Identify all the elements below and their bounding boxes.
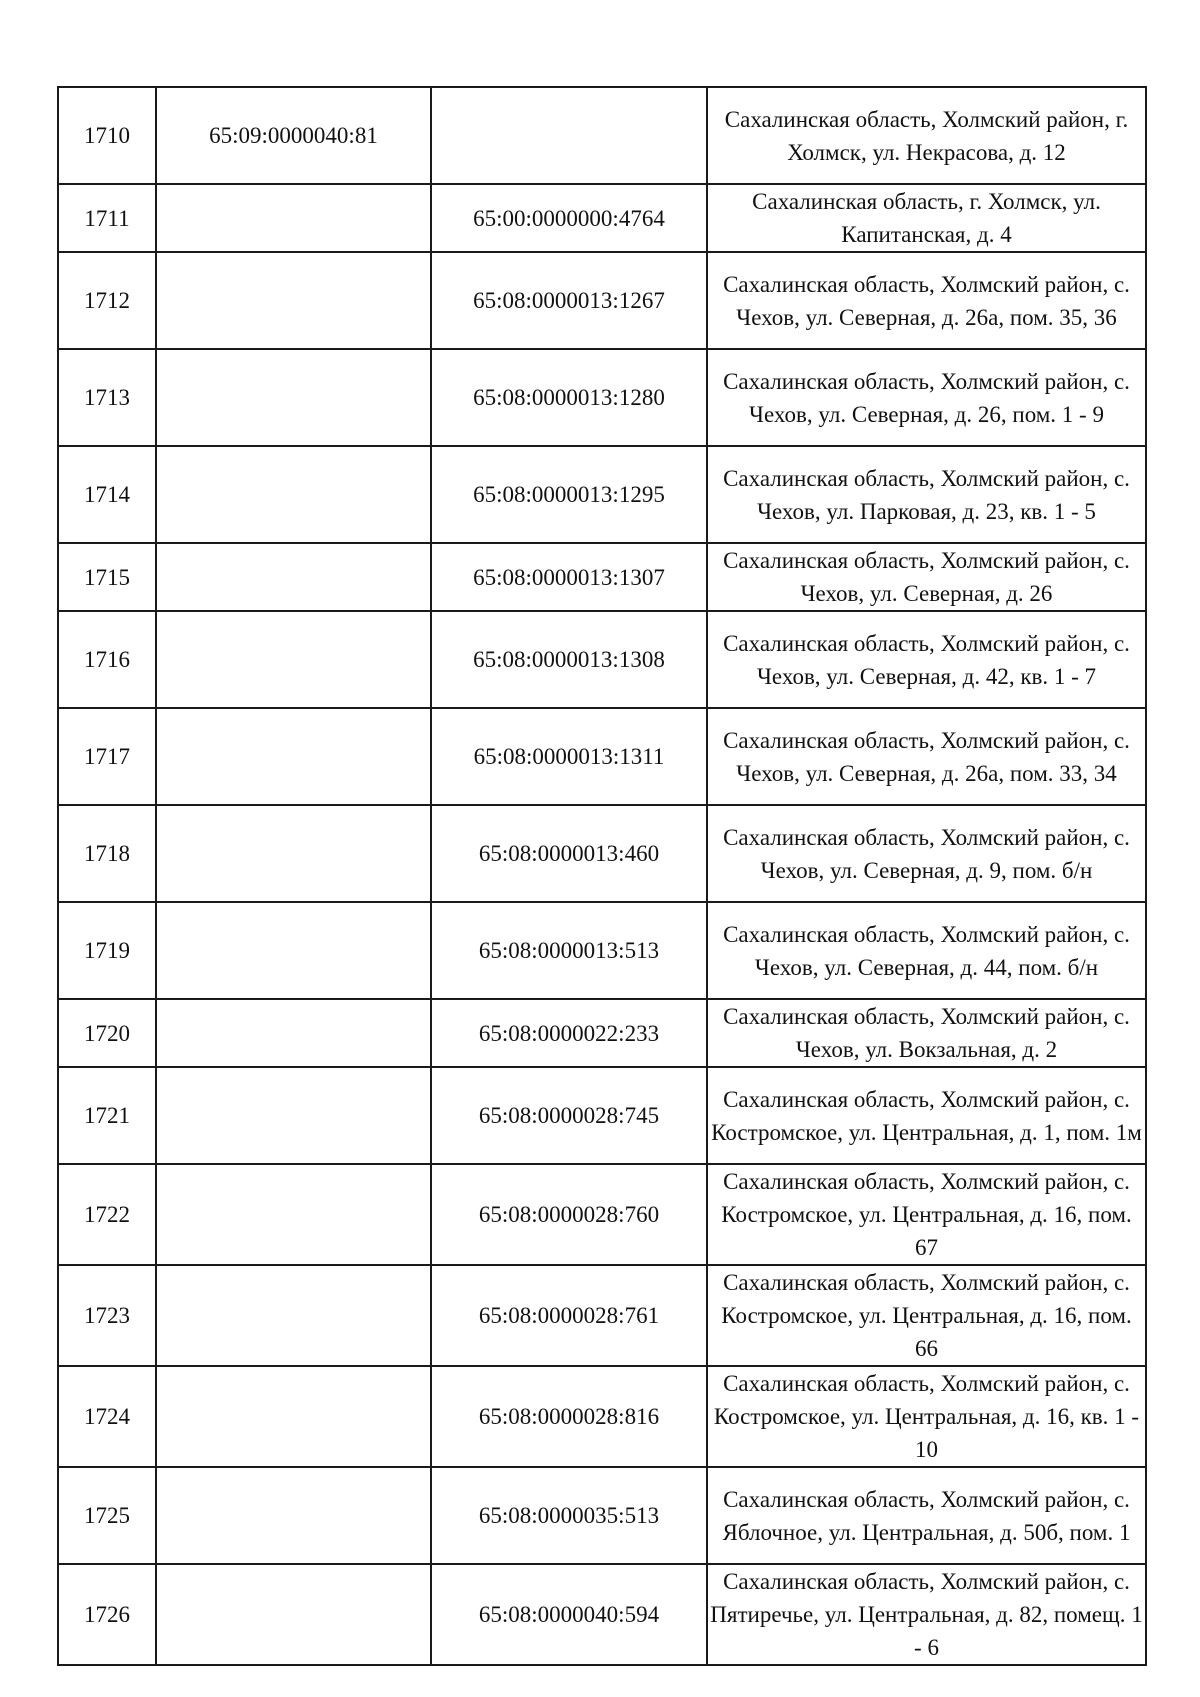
land-cadastral-number xyxy=(156,999,431,1067)
land-cadastral-number: 65:09:0000040:81 xyxy=(156,87,431,184)
table-row xyxy=(58,446,1146,543)
row-number: 1724 xyxy=(58,1366,156,1467)
table-row xyxy=(58,349,1146,446)
table-row xyxy=(58,1467,1146,1564)
land-cadastral-number xyxy=(156,349,431,446)
row-number: 1710 xyxy=(58,87,156,184)
object-cadastral-number: 65:08:0000022:233 xyxy=(431,999,707,1067)
object-address: Сахалинская область, Холмский район, с. Чехов, ул. Северная, д. 26 xyxy=(707,543,1146,611)
object-cadastral-number: 65:08:0000013:1307 xyxy=(431,543,707,611)
land-cadastral-number xyxy=(156,1366,431,1467)
object-cadastral-number: 65:08:0000040:594 xyxy=(431,1564,707,1665)
land-cadastral-number xyxy=(156,1265,431,1366)
land-cadastral-number xyxy=(156,184,431,252)
row-number: 1720 xyxy=(58,999,156,1067)
table-row xyxy=(58,252,1146,349)
land-cadastral-number xyxy=(156,1067,431,1164)
row-number: 1722 xyxy=(58,1164,156,1265)
table-row xyxy=(58,999,1146,1067)
land-cadastral-number xyxy=(156,1164,431,1265)
object-cadastral-number: 65:08:0000013:513 xyxy=(431,902,707,999)
object-cadastral-number: 65:08:0000013:1280 xyxy=(431,349,707,446)
row-number: 1716 xyxy=(58,611,156,708)
object-address: Сахалинская область, Холмский район, с. Костромское, ул. Центральная, д. 1, пом. 1м xyxy=(707,1067,1146,1164)
object-address: Сахалинская область, Холмский район, с. Яблочное, ул. Центральная, д. 50б, пом. 1 xyxy=(707,1467,1146,1564)
row-number: 1725 xyxy=(58,1467,156,1564)
object-cadastral-number: 65:08:0000013:1267 xyxy=(431,252,707,349)
object-cadastral-number: 65:08:0000013:1295 xyxy=(431,446,707,543)
object-address: Сахалинская область, Холмский район, с. Пятиречье, ул. Центральная, д. 82, помещ. 1 - 6 xyxy=(707,1564,1146,1665)
table-row xyxy=(58,805,1146,902)
row-number: 1723 xyxy=(58,1265,156,1366)
row-number: 1718 xyxy=(58,805,156,902)
row-number: 1715 xyxy=(58,543,156,611)
object-cadastral-number: 65:08:0000013:1311 xyxy=(431,708,707,805)
row-number: 1721 xyxy=(58,1067,156,1164)
object-cadastral-number: 65:08:0000028:816 xyxy=(431,1366,707,1467)
row-number: 1719 xyxy=(58,902,156,999)
object-cadastral-number xyxy=(431,87,707,184)
object-cadastral-number: 65:08:0000013:1308 xyxy=(431,611,707,708)
row-number: 1726 xyxy=(58,1564,156,1665)
object-address: Сахалинская область, Холмский район, с. Чехов, ул. Северная, д. 26а, пом. 33, 34 xyxy=(707,708,1146,805)
object-address: Сахалинская область, г. Холмск, ул. Капитанская, д. 4 xyxy=(707,184,1146,252)
land-cadastral-number xyxy=(156,446,431,543)
property-registry-table xyxy=(57,86,1147,1666)
land-cadastral-number xyxy=(156,805,431,902)
table-row xyxy=(58,87,1146,184)
table-row xyxy=(58,611,1146,708)
object-cadastral-number: 65:00:0000000:4764 xyxy=(431,184,707,252)
table-row xyxy=(58,902,1146,999)
land-cadastral-number xyxy=(156,252,431,349)
table-row xyxy=(58,1164,1146,1265)
object-address: Сахалинская область, Холмский район, с. Чехов, ул. Северная, д. 26, пом. 1 - 9 xyxy=(707,349,1146,446)
object-cadastral-number: 65:08:0000035:513 xyxy=(431,1467,707,1564)
table-row xyxy=(58,184,1146,252)
land-cadastral-number xyxy=(156,1564,431,1665)
row-number: 1712 xyxy=(58,252,156,349)
land-cadastral-number xyxy=(156,902,431,999)
object-address: Сахалинская область, Холмский район, г. Холмск, ул. Некрасова, д. 12 xyxy=(707,87,1146,184)
object-cadastral-number: 65:08:0000028:760 xyxy=(431,1164,707,1265)
object-cadastral-number: 65:08:0000028:745 xyxy=(431,1067,707,1164)
table-row xyxy=(58,1067,1146,1164)
table-row xyxy=(58,708,1146,805)
object-address: Сахалинская область, Холмский район, с. Чехов, ул. Вокзальная, д. 2 xyxy=(707,999,1146,1067)
object-cadastral-number: 65:08:0000028:761 xyxy=(431,1265,707,1366)
table-row xyxy=(58,1366,1146,1467)
object-address: Сахалинская область, Холмский район, с. Костромское, ул. Центральная, д. 16, пом. 66 xyxy=(707,1265,1146,1366)
object-address: Сахалинская область, Холмский район, с. Костромское, ул. Центральная, д. 16, кв. 1 - 10 xyxy=(707,1366,1146,1467)
object-address: Сахалинская область, Холмский район, с. Костромское, ул. Центральная, д. 16, пом. 67 xyxy=(707,1164,1146,1265)
row-number: 1717 xyxy=(58,708,156,805)
row-number: 1714 xyxy=(58,446,156,543)
object-cadastral-number: 65:08:0000013:460 xyxy=(431,805,707,902)
object-address: Сахалинская область, Холмский район, с. Чехов, ул. Северная, д. 26а, пом. 35, 36 xyxy=(707,252,1146,349)
land-cadastral-number xyxy=(156,1467,431,1564)
land-cadastral-number xyxy=(156,708,431,805)
table-row xyxy=(58,1265,1146,1366)
land-cadastral-number xyxy=(156,543,431,611)
object-address: Сахалинская область, Холмский район, с. Чехов, ул. Парковая, д. 23, кв. 1 - 5 xyxy=(707,446,1146,543)
table-row xyxy=(58,1564,1146,1665)
row-number: 1711 xyxy=(58,184,156,252)
row-number: 1713 xyxy=(58,349,156,446)
object-address: Сахалинская область, Холмский район, с. Чехов, ул. Северная, д. 9, пом. б/н xyxy=(707,805,1146,902)
object-address: Сахалинская область, Холмский район, с. Чехов, ул. Северная, д. 42, кв. 1 - 7 xyxy=(707,611,1146,708)
table-row xyxy=(58,543,1146,611)
object-address: Сахалинская область, Холмский район, с. Чехов, ул. Северная, д. 44, пом. б/н xyxy=(707,902,1146,999)
land-cadastral-number xyxy=(156,611,431,708)
